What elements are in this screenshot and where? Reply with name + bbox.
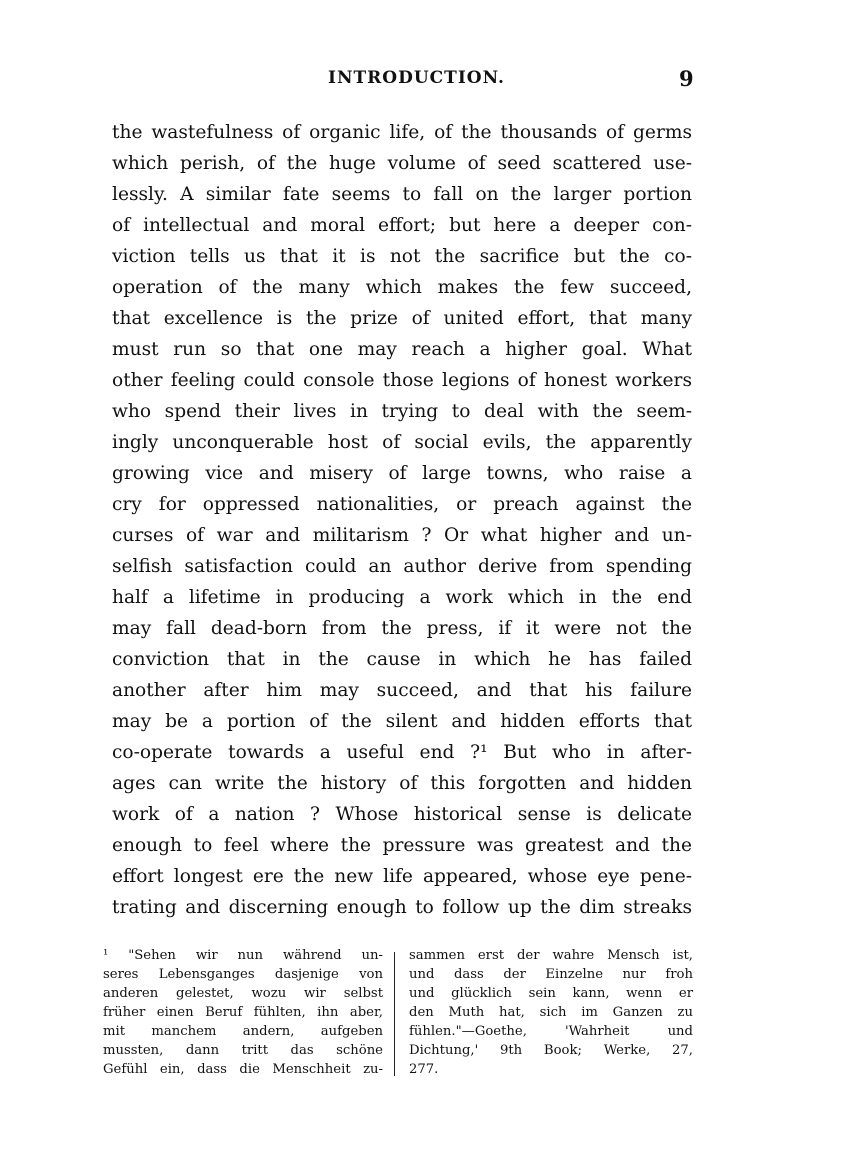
text-line: growing vice and misery of large towns, who raise a — [112, 463, 692, 484]
text-line: trating and discerning enough to follow up the dim streaks — [112, 897, 692, 918]
text-line: may fall dead-born from the press, if it were not the — [112, 618, 692, 639]
text-line: ingly unconquerable host of social evils, the apparently — [112, 432, 692, 453]
page-header — [0, 68, 850, 98]
footnote-line: sammen erst der wahre Mensch ist, — [409, 948, 693, 963]
text-line: conviction that in the cause in which he has failed — [112, 649, 692, 670]
text-line: may be a portion of the silent and hidden efforts that — [112, 711, 692, 732]
text-line: operation of the many which makes the few succeed, — [112, 277, 692, 298]
footnote-line: mussten, dann tritt das schöne — [103, 1043, 383, 1058]
text-line: that excellence is the prize of united effort, that many — [112, 308, 692, 329]
text-line: of intellectual and moral effort; but here a deeper con- — [112, 215, 692, 236]
text-line: viction tells us that it is not the sacrifice but the co- — [112, 246, 692, 267]
footnote-line: Gefühl ein, dass die Menschheit zu- — [103, 1062, 383, 1077]
footnote-column-left — [103, 946, 383, 1079]
footnote-line: früher einen Beruf fühlten, ihn aber, — [103, 1005, 383, 1020]
text-line: cry for oppressed nationalities, or preach against the — [112, 494, 692, 515]
text-line: lessly. A similar fate seems to fall on the larger portion — [112, 184, 692, 205]
text-line: which perish, of the huge volume of seed scattered use- — [112, 153, 692, 174]
footnote-line: ¹ "Sehen wir nun während un- — [103, 948, 383, 963]
text-line: must run so that one may reach a higher goal. What — [112, 339, 692, 360]
footnote-column-divider — [394, 952, 395, 1076]
text-line: ages can write the history of this forgotten and hidden — [112, 773, 692, 794]
text-line: work of a nation ? Whose historical sense is delicate — [112, 804, 692, 825]
text-line: who spend their lives in trying to deal with the seem- — [112, 401, 692, 422]
text-line: other feeling could console those legions of honest workers — [112, 370, 692, 391]
footnote-line: mit manchem andern, aufgeben — [103, 1024, 383, 1039]
footnote-line: seres Lebensganges dasjenige von — [103, 967, 383, 982]
text-line: another after him may succeed, and that his failure — [112, 680, 692, 701]
running-head: INTRODUCTION. — [328, 68, 505, 88]
footnote-line: Dichtung,' 9th Book; Werke, 27, — [409, 1043, 693, 1058]
text-line: enough to feel where the pressure was greatest and the — [112, 835, 692, 856]
footnote-column-right — [409, 946, 693, 1079]
footnote-line: anderen gelestet, wozu wir selbst — [103, 986, 383, 1001]
footnote-line: 277. — [409, 1062, 439, 1077]
body-text — [112, 117, 692, 923]
footnote-line: und glücklich sein kann, wenn er — [409, 986, 693, 1001]
page-number: 9 — [679, 66, 694, 91]
footnote-line: fühlen."—Goethe, 'Wahrheit und — [409, 1024, 693, 1039]
text-line: half a lifetime in producing a work which in the end — [112, 587, 692, 608]
footnote — [103, 946, 693, 1086]
text-line: the wastefulness of organic life, of the thousands of germs — [112, 122, 692, 143]
text-line: selfish satisfaction could an author derive from spending — [112, 556, 692, 577]
text-line: curses of war and militarism ? Or what higher and un- — [112, 525, 692, 546]
footnote-line: und dass der Einzelne nur froh — [409, 967, 693, 982]
footnote-line: den Muth hat, sich im Ganzen zu — [409, 1005, 693, 1020]
text-line: co-operate towards a useful end ?¹ But who in after- — [112, 742, 692, 763]
text-line: effort longest ere the new life appeared, whose eye pene- — [112, 866, 692, 887]
